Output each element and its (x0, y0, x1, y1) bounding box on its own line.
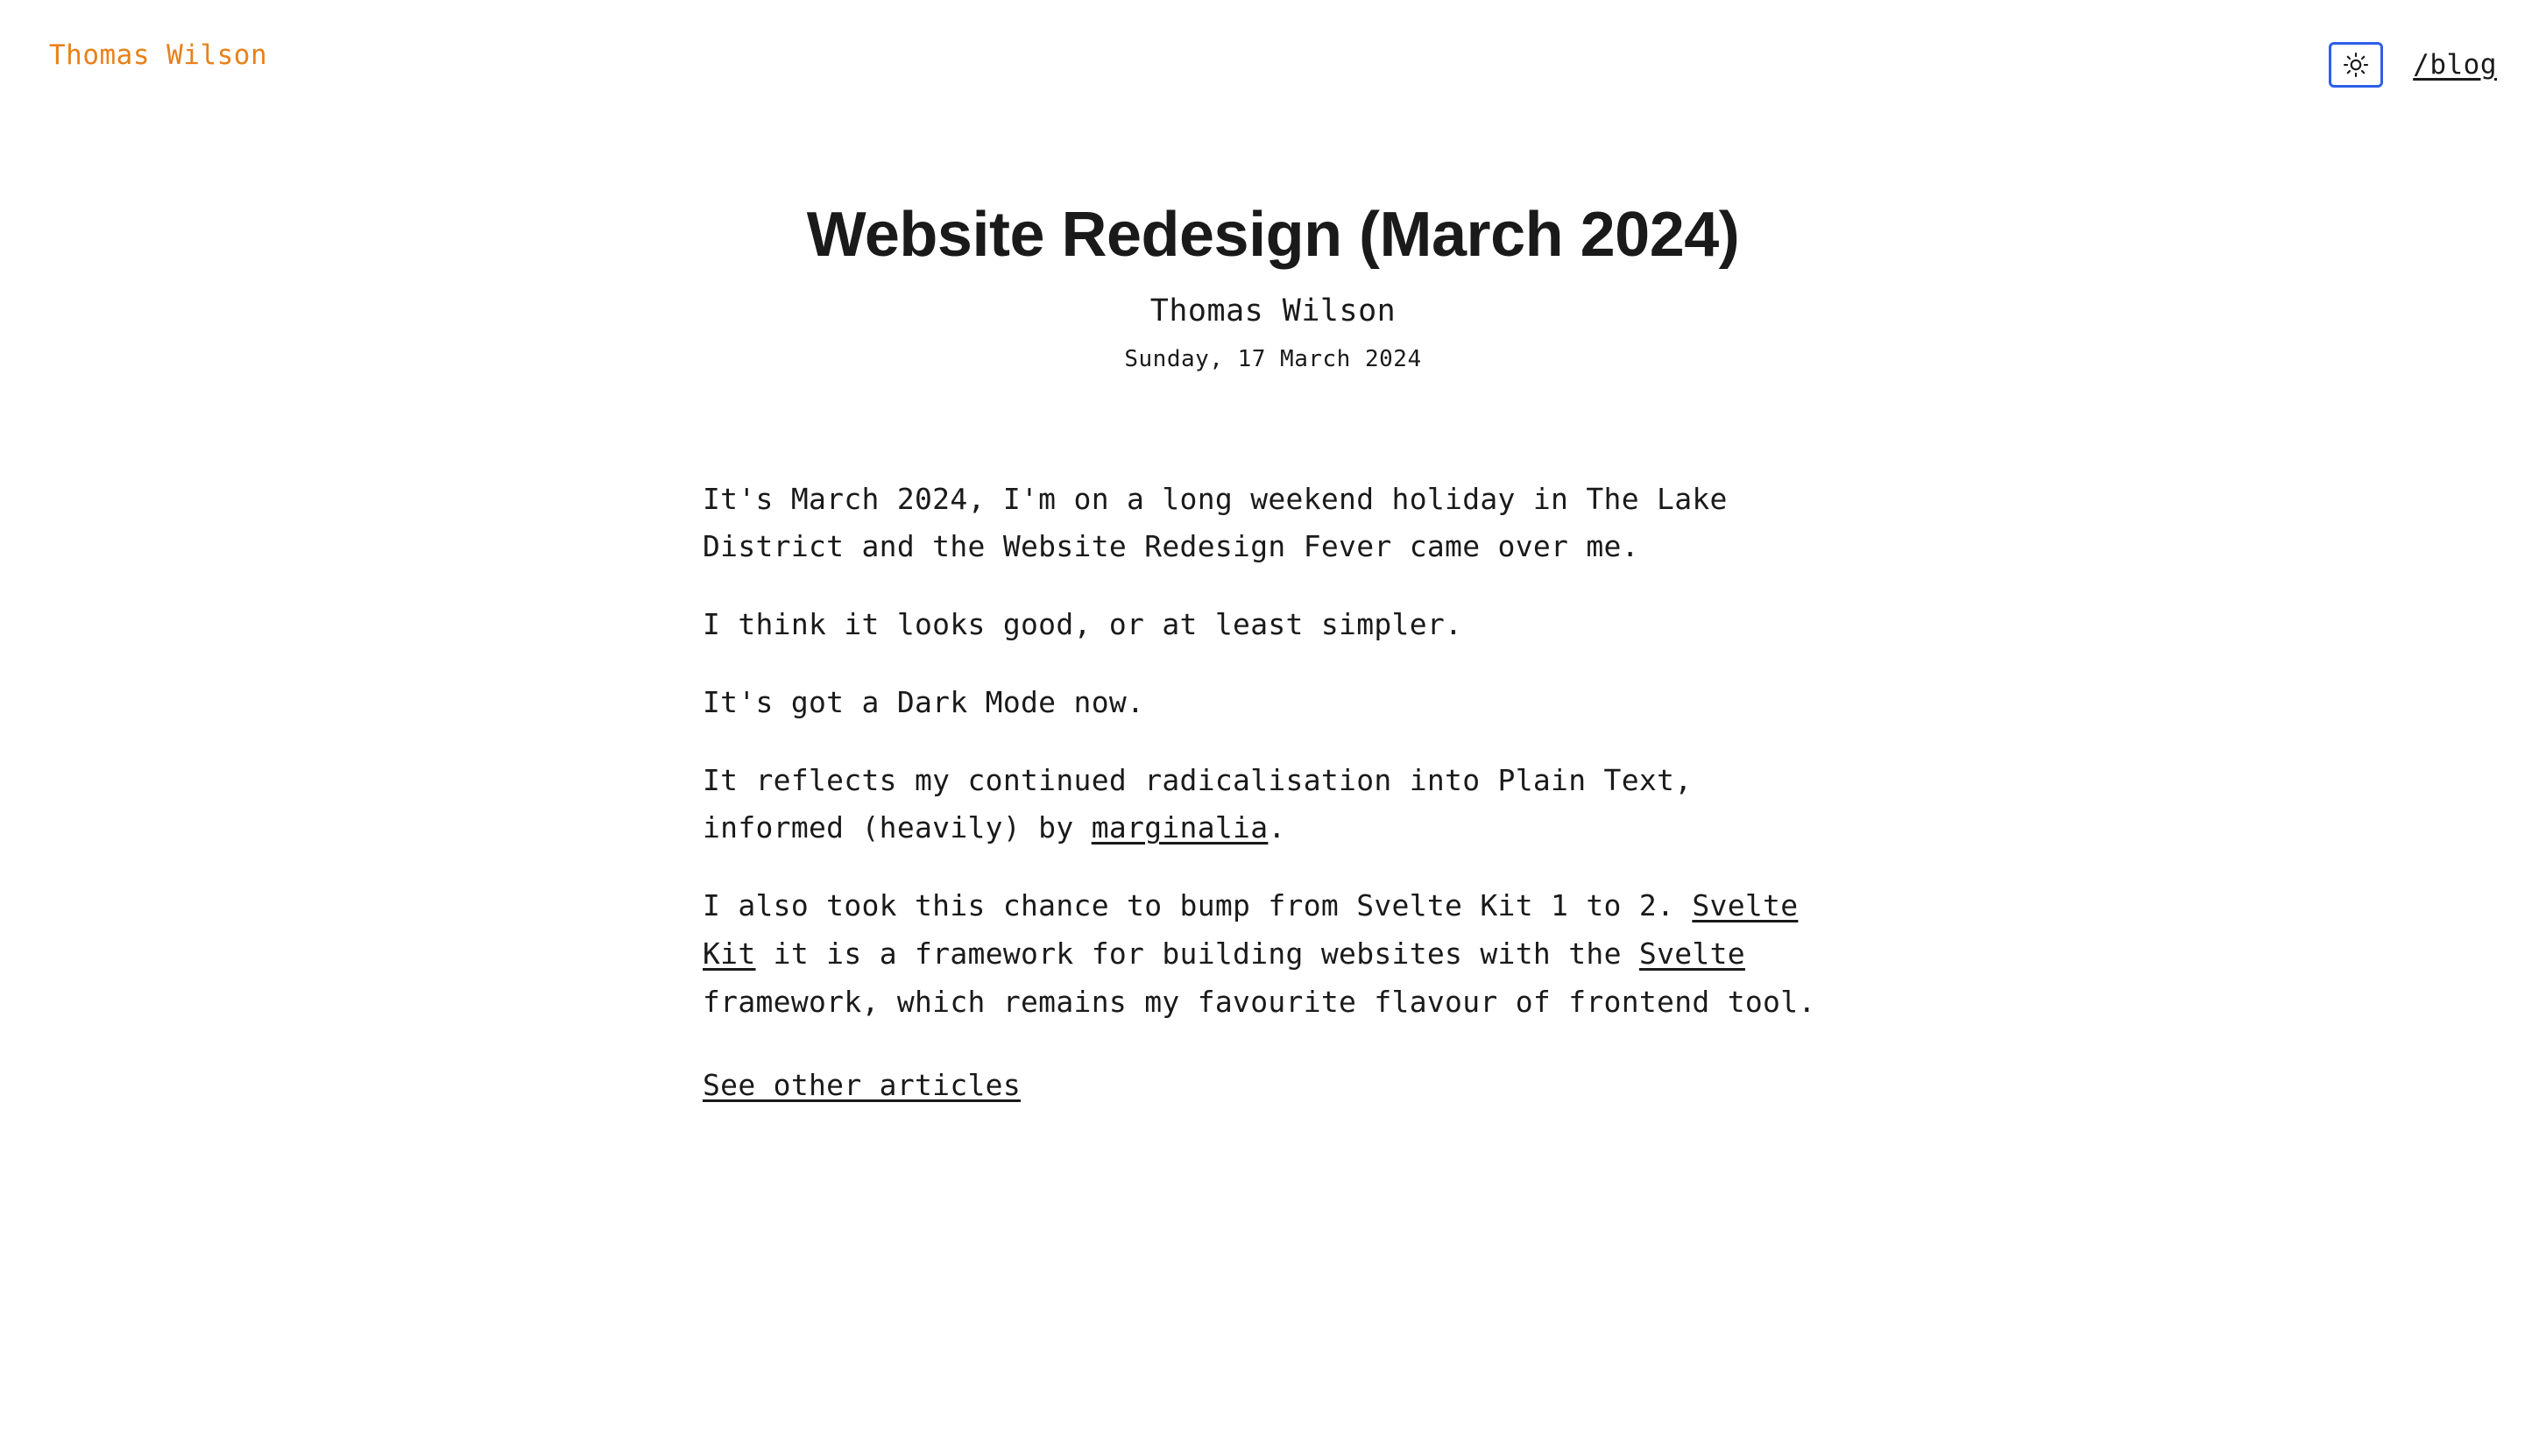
see-other-articles-link[interactable]: See other articles (703, 1067, 1022, 1102)
article-paragraph (703, 679, 1842, 727)
paragraph-text: I think it looks good, or at least simpler. (703, 607, 1463, 642)
theme-toggle-button[interactable] (2329, 42, 2383, 88)
svelte-kit-link[interactable]: Svelte Kit (703, 888, 1799, 971)
paragraph-text: It's got a Dark Mode now. (703, 684, 1145, 719)
article-paragraph (703, 757, 1842, 853)
paragraph-text: it is a framework for building websites with the (755, 936, 1639, 971)
paragraph-text: I also took this chance to bump from Svelte Kit 1 to 2. (703, 888, 1693, 923)
article-paragraph (703, 601, 1842, 649)
blog-nav-link[interactable]: /blog (2413, 49, 2497, 81)
svelte-link[interactable]: Svelte (1638, 936, 1745, 971)
article (0, 131, 2546, 1109)
site-header (0, 0, 2546, 131)
paragraph-text: It reflects my continued radicalisation into Plain Text, informed (heavily) by (703, 762, 1693, 845)
sun-icon (2343, 52, 2369, 78)
paragraph-text: It's March 2024, I'm on a long weekend holiday in The Lake District and the Website Redesign Fever came over me. (703, 481, 1728, 564)
article-author: Thomas Wilson (1149, 293, 1397, 329)
header-actions (2329, 42, 2497, 88)
article-date: Sunday, 17 March 2024 (1124, 345, 1422, 372)
article-paragraph (703, 882, 1842, 1026)
article-body (703, 372, 1842, 1110)
marginalia-link[interactable]: marginalia (1091, 810, 1269, 845)
paragraph-text: framework, which remains my favourite flavour of frontend tool. (703, 984, 1816, 1019)
site-brand-link[interactable]: Thomas Wilson (49, 39, 268, 71)
article-paragraph (703, 476, 1842, 572)
page-title: Website Redesign (March 2024) (806, 200, 1740, 270)
paragraph-text: . (1268, 810, 1286, 845)
